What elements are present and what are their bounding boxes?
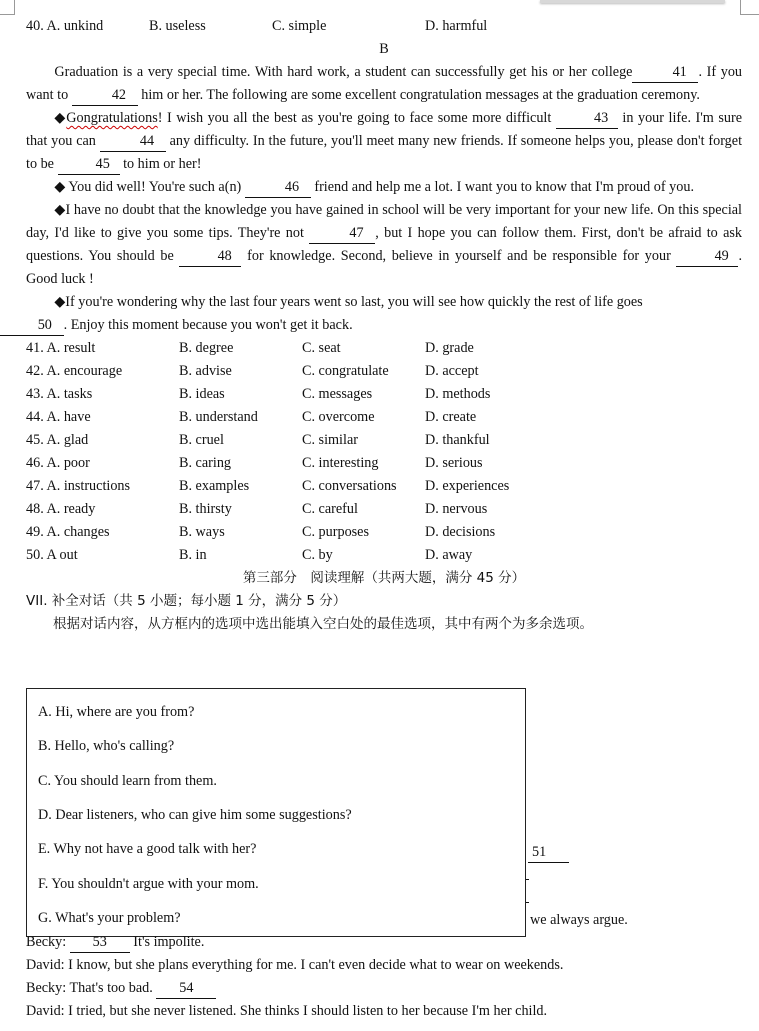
choice-row xyxy=(26,429,742,452)
blank-54: 54 xyxy=(156,979,216,999)
choice-row xyxy=(26,360,742,383)
choice-a: 41. A. result xyxy=(26,340,96,356)
choice-b: B. examples xyxy=(179,478,250,494)
page-corner-mark-left xyxy=(0,0,15,15)
passage-paragraph-2: ◆Gongratulations! I wish you all the best as you're going to face some more difficult 43 in your life. I'm sure that you can 44 any difficulty. In the future, you'll meet many new friends. If someone helps you, please don't forget to be 45 to him or her! xyxy=(26,107,742,176)
blank-51: 51 xyxy=(528,843,569,863)
passage-paragraph-4: ◆I have no doubt that the knowledge you have gained in school will be very important for your new life. On this special day, I'd like to give you some tips. They're not 47 , but I hope you can follow them. First, don't be afraid to ask questions. You should be 48 for knowledge. Second, believe in yourself and be responsible for your 49 . Good luck ! xyxy=(26,202,743,287)
passage-paragraph-5: ◆If you're wondering why the last four years went so last, you will see how quickly the rest of life goes 50 . Enjoy this moment because you won't get it back. xyxy=(26,291,742,337)
choice-c: C. careful xyxy=(302,501,358,517)
choice-d: D. experiences xyxy=(425,478,510,494)
choice-b: B. degree xyxy=(179,340,234,356)
blank-50: 50 xyxy=(0,316,64,336)
choice-c: C. by xyxy=(302,547,333,563)
section-seven-instructions: 根据对话内容，从方框内的选项中选出能填入空白处的最佳选项，其中有两个为多余选项。 xyxy=(53,616,593,632)
choice-c: C. simple xyxy=(272,18,327,34)
option-c: C. You should learn from them. xyxy=(38,773,217,789)
blank-53: 53 xyxy=(70,933,130,953)
choice-c: C. congratulate xyxy=(302,363,389,379)
choice-d: D. decisions xyxy=(425,524,496,540)
choice-a: 49. A. changes xyxy=(26,524,110,540)
choice-a: 43. A. tasks xyxy=(26,386,93,402)
passage-paragraph-1: Graduation is a very special time. With hard work, a student can successfully get his or her college 41 . If you want to 42 him or her. The following are some excellent congratulation messages at the graduation ceremony. xyxy=(26,61,742,107)
choice-c: C. messages xyxy=(302,386,373,402)
section-heading-b: B xyxy=(379,41,389,57)
choice-a: 48. A. ready xyxy=(26,501,96,517)
choice-b: B. in xyxy=(179,547,207,563)
option-a: A. Hi, where are you from? xyxy=(38,704,195,720)
choice-a: 42. A. encourage xyxy=(26,363,123,379)
options-box xyxy=(26,688,526,937)
choices-list xyxy=(26,337,742,567)
choice-row xyxy=(26,521,742,544)
blank-48: 48 xyxy=(179,247,241,267)
blank-45: 45 xyxy=(58,155,120,175)
choice-d: D. create xyxy=(425,409,477,425)
choice-a: 44. A. have xyxy=(26,409,91,425)
blank-47: 47 xyxy=(309,224,375,244)
choice-b: B. ways xyxy=(179,524,225,540)
choice-d: D. serious xyxy=(425,455,483,471)
choice-b: B. caring xyxy=(179,455,232,471)
dialogue-line-becky-54: Becky: That's too bad. 54 xyxy=(26,977,216,1000)
option-f: F. You shouldn't argue with your mom. xyxy=(38,876,259,892)
choice-d: D. harmful xyxy=(425,18,488,34)
blank-46: 46 xyxy=(245,178,311,198)
blank-43: 43 xyxy=(556,109,618,129)
passage-paragraph-3: ◆ You did well! You're such a(n) 46 friend and help me a lot. I want you to know that I'm proud of you. xyxy=(26,176,742,199)
option-d: D. Dear listeners, who can give him some suggestions? xyxy=(38,807,352,823)
option-g: G. What's your problem? xyxy=(38,910,181,926)
blank-49: 49 xyxy=(676,247,738,267)
dialogue-line-becky-53: Becky: 53 It's impolite. xyxy=(26,931,204,954)
part-three-heading: 第三部分 阅读理解（共两大题，满分 45 分） xyxy=(242,570,526,586)
choice-row xyxy=(26,475,742,498)
choice-b: B. thirsty xyxy=(179,501,232,517)
option-b: B. Hello, who's calling? xyxy=(38,738,175,754)
partial-dialogue-line: we always argue. xyxy=(530,912,628,928)
choice-c: C. purposes xyxy=(302,524,369,540)
choice-d: D. methods xyxy=(425,386,491,402)
choice-b: B. useless xyxy=(149,18,206,34)
choice-a: 45. A. glad xyxy=(26,432,89,448)
choice-a: 50. A out xyxy=(26,547,78,563)
choice-row xyxy=(26,544,742,567)
ruler-bar xyxy=(540,0,725,3)
choice-row xyxy=(26,406,742,429)
choice-b: B. understand xyxy=(179,409,258,425)
choice-b: B. cruel xyxy=(179,432,224,448)
choice-a: 40. A. unkind xyxy=(26,18,104,34)
underline-fragment xyxy=(526,879,529,880)
choice-c: C. seat xyxy=(302,340,341,356)
choice-b: B. ideas xyxy=(179,386,225,402)
choice-d: D. away xyxy=(425,547,473,563)
option-e: E. Why not have a good talk with her? xyxy=(38,841,257,857)
choice-d: D. thankful xyxy=(425,432,490,448)
choice-row xyxy=(26,383,742,406)
choice-c: C. overcome xyxy=(302,409,375,425)
choice-b: B. advise xyxy=(179,363,232,379)
blank-42: 42 xyxy=(72,86,138,106)
choice-c: C. interesting xyxy=(302,455,379,471)
spelling-error-word: Gongratulations xyxy=(66,110,158,126)
choice-row xyxy=(26,452,742,475)
document-page xyxy=(26,15,742,636)
dialogue-line-david-2: David: I tried, but she never listened. She thinks I should listen to her because I'm her child. xyxy=(26,1003,548,1019)
choice-a: 47. A. instructions xyxy=(26,478,131,494)
page-corner-mark-right xyxy=(740,0,759,15)
choice-c: C. similar xyxy=(302,432,358,448)
choice-row xyxy=(26,498,742,521)
choice-a: 46. A. poor xyxy=(26,455,90,471)
blank-44: 44 xyxy=(100,132,166,152)
choice-c: C. conversations xyxy=(302,478,397,494)
choice-row xyxy=(26,337,742,360)
blank-41: 41 xyxy=(632,63,698,83)
choice-d: D. nervous xyxy=(425,501,488,517)
choice-d: D. grade xyxy=(425,340,474,356)
underline-fragment xyxy=(526,902,529,903)
section-seven-title: VII. 补全对话（共 5 小题；每小题 1 分，满分 5 分） xyxy=(26,593,347,609)
choice-d: D. accept xyxy=(425,363,479,379)
dialogue-line-david-1: David: I know, but she plans everything for me. I can't even decide what to wear on weekends. xyxy=(26,957,564,973)
choice-row-40 xyxy=(26,15,742,38)
